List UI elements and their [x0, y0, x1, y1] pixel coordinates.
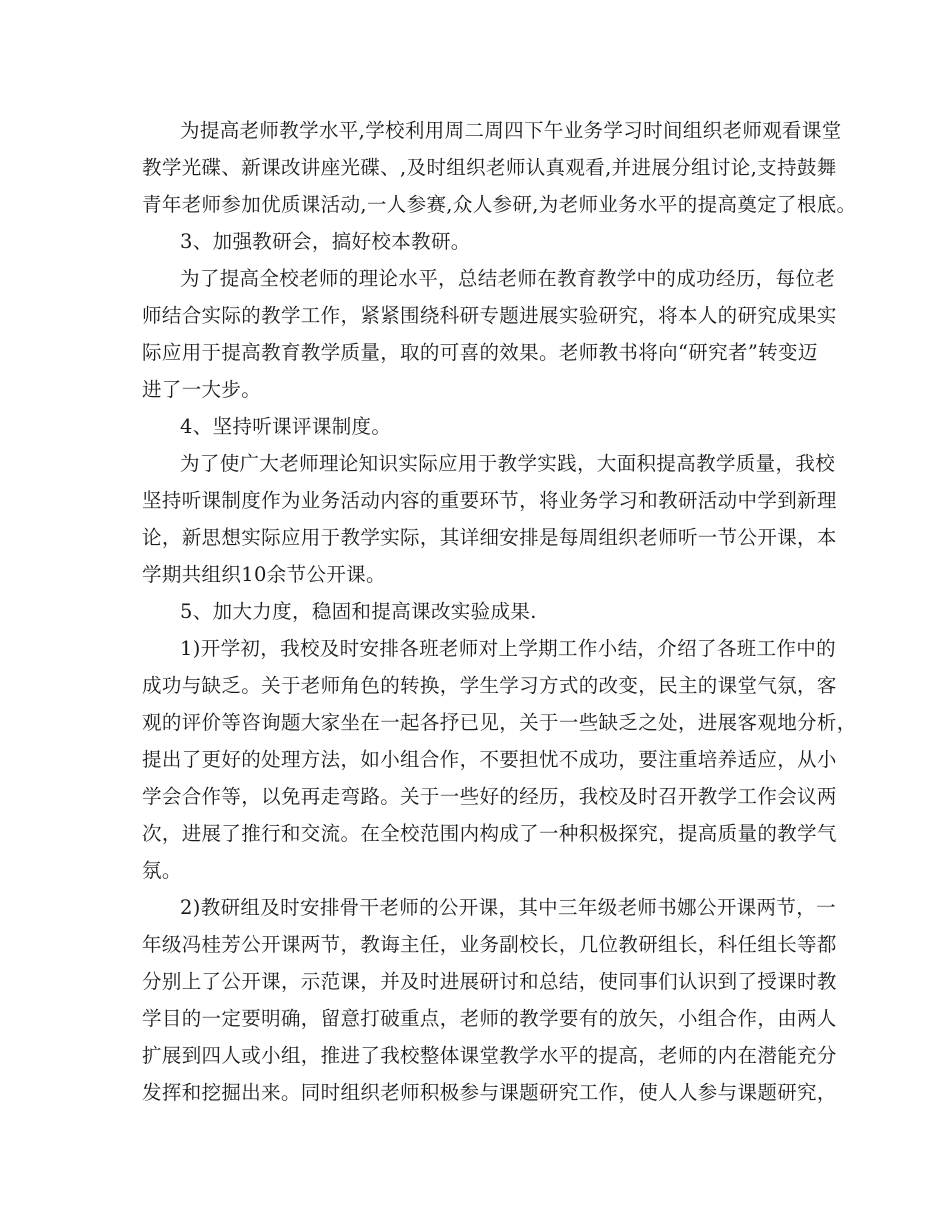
text-line: 1)开学初，我校及时安排各班老师对上学期工作小结，介绍了各班工作中的 — [180, 637, 836, 660]
text-line: 教学光碟、新课改讲座光碟、,及时组织老师认真观看,并进展分组讨论,支持鼓舞 — [142, 156, 837, 179]
text-line: 学会合作等，以免再走弯路。关于一些好的经历，我校及时召开教学工作会议两 — [142, 785, 837, 808]
text-line: 学目的一定要明确，留意打破重点，老师的教学要有的放矢，小组合作，由两人 — [142, 1007, 837, 1030]
section-heading: 4、坚持听课评课制度。 — [180, 415, 392, 438]
text-line: 观的评价等咨询题大家坐在一起各抒已见，关于一些缺乏之处，进展客观地分析， — [142, 711, 857, 734]
text-line: 师结合实际的教学工作，紧紧围绕科研专题进展实验研究，将本人的研究成果实 — [142, 304, 837, 327]
text-line: 进了一大步。 — [142, 378, 262, 401]
text-line: 分别上了公开课，示范课，并及时进展研讨和总结，使同事们认识到了授课时教 — [142, 970, 837, 993]
text-line: 为提高老师教学水平,学校利用周二周四下午业务学习时间组织老师观看课堂 — [180, 119, 842, 142]
section-heading: 5、加大力度，稳固和提高课改实验成果. — [180, 600, 537, 623]
text-line: 成功与缺乏。关于老师角色的转换，学生学习方式的改变，民主的课堂气氛，客 — [142, 674, 837, 697]
text-line: 2)教研组及时安排骨干老师的公开课，其中三年级老师书娜公开课两节，一 — [180, 896, 836, 919]
text-line: 次，进展了推行和交流。在全校范围内构成了一种积极探究，提高质量的教学气 — [142, 822, 837, 845]
text-line: 为了提高全校老师的理论水平，总结老师在教育教学中的成功经历，每位老 — [180, 267, 836, 290]
text-line: 扩展到四人或小组，推进了我校整体课堂教学水平的提高，老师的内在潜能充分 — [142, 1044, 837, 1067]
text-line: 发挥和挖掘出来。同时组织老师积极参与课题研究工作，使人人参与课题研究， — [142, 1081, 837, 1104]
text-line: 青年老师参加优质课活动,一人参赛,众人参研,为老师业务水平的提高奠定了根底。 — [142, 193, 857, 216]
text-line: 坚持听课制度作为业务活动内容的重要环节，将业务学习和教研活动中学到新理 — [142, 489, 837, 512]
text-line: 氛。 — [142, 859, 182, 882]
text-line: 年级冯桂芳公开课两节，教诲主任，业务副校长，几位教研组长，科任组长等都 — [142, 933, 837, 956]
text-line: 学期共组织10余节公开课。 — [142, 563, 386, 586]
text-line: 际应用于提高教育教学质量，取的可喜的效果。老师教书将向“研究者”转变迈 — [142, 341, 818, 364]
section-heading: 3、加强教研会，搞好校本教研。 — [180, 230, 471, 253]
text-line: 论，新思想实际应用于教学实际，其详细安排是每周组织老师听一节公开课，本 — [142, 526, 837, 549]
text-line: 为了使广大老师理论知识实际应用于教学实践，大面积提高教学质量，我校 — [180, 452, 836, 475]
text-line: 提出了更好的处理方法，如小组合作，不要担忧不成功，要注重培养适应，从小 — [142, 748, 837, 771]
